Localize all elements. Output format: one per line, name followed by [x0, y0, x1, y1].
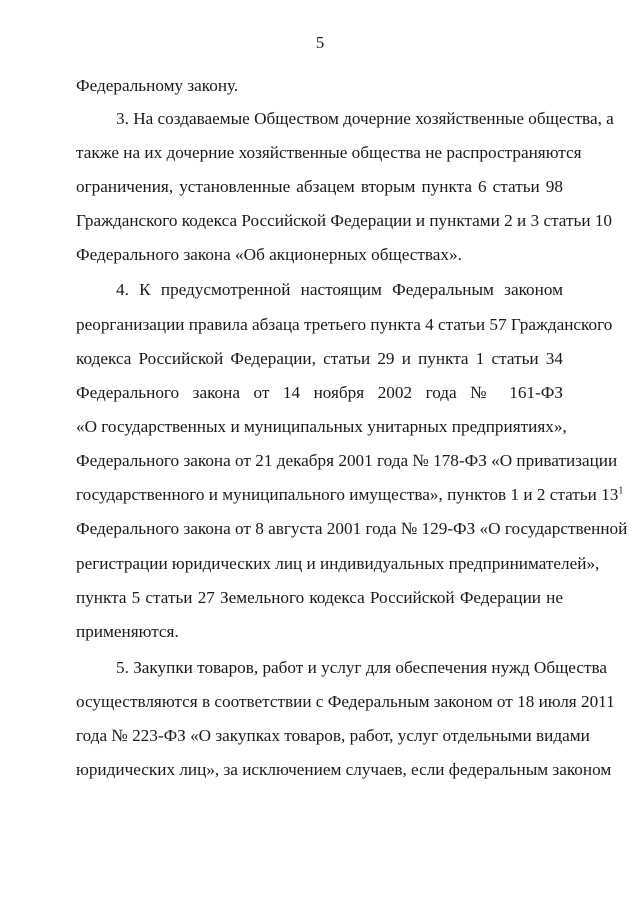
text-line: реорганизации правила абзаца третьего пункта 4 статьи 57 Гражданского	[76, 315, 613, 334]
text-line: Федеральному закону.	[76, 76, 239, 95]
text-line: Федерального закона от 8 августа 2001 года № 129-ФЗ «О государственной	[76, 519, 628, 538]
text-line: Федерального закона от 21 декабря 2001 года № 178-ФЗ «О приватизации	[76, 451, 618, 470]
text-line: Гражданского кодекса Российской Федерации и пунктами 2 и 3 статьи 10	[76, 211, 613, 230]
superscript: 1	[618, 485, 624, 497]
text-line-body: государственного и муниципального имущества», пунктов 1 и 2 статьи 13	[76, 485, 619, 504]
text-line: 4. К предусмотренной настоящим Федеральным законом	[116, 280, 563, 299]
text-line: осуществляются в соответствии с Федеральным законом от 18 июля 2011	[76, 692, 615, 711]
text-line: 3. На создаваемые Обществом дочерние хозяйственные общества, а	[116, 109, 614, 128]
text-line: Федерального закона «Об акционерных обществах».	[76, 245, 462, 264]
text-line: регистрации юридических лиц и индивидуальных предпринимателей»,	[76, 554, 600, 573]
text-line: ограничения, установленные абзацем вторым пункта 6 статьи 98	[76, 177, 563, 196]
text-line	[76, 484, 624, 506]
page-number: 5	[315, 33, 325, 52]
text-line: 5. Закупки товаров, работ и услуг для обеспечения нужд Общества	[116, 658, 608, 677]
text-line: пункта 5 статьи 27 Земельного кодекса Российской Федерации не	[76, 588, 563, 607]
text-line: Федерального закона от 14 ноября 2002 года № 161-ФЗ	[76, 383, 563, 402]
text-line: года № 223-ФЗ «О закупках товаров, работ, услуг отдельными видами	[76, 726, 590, 745]
text-line: юридических лиц», за исключением случаев, если федеральным законом	[76, 760, 612, 779]
text-line: «О государственных и муниципальных унитарных предприятиях»,	[76, 417, 567, 436]
text-line: кодекса Российской Федерации, статьи 29 и пункта 1 статьи 34	[76, 349, 563, 368]
text-line: применяются.	[76, 622, 179, 641]
text-line: также на их дочерние хозяйственные общества не распространяются	[76, 143, 582, 162]
